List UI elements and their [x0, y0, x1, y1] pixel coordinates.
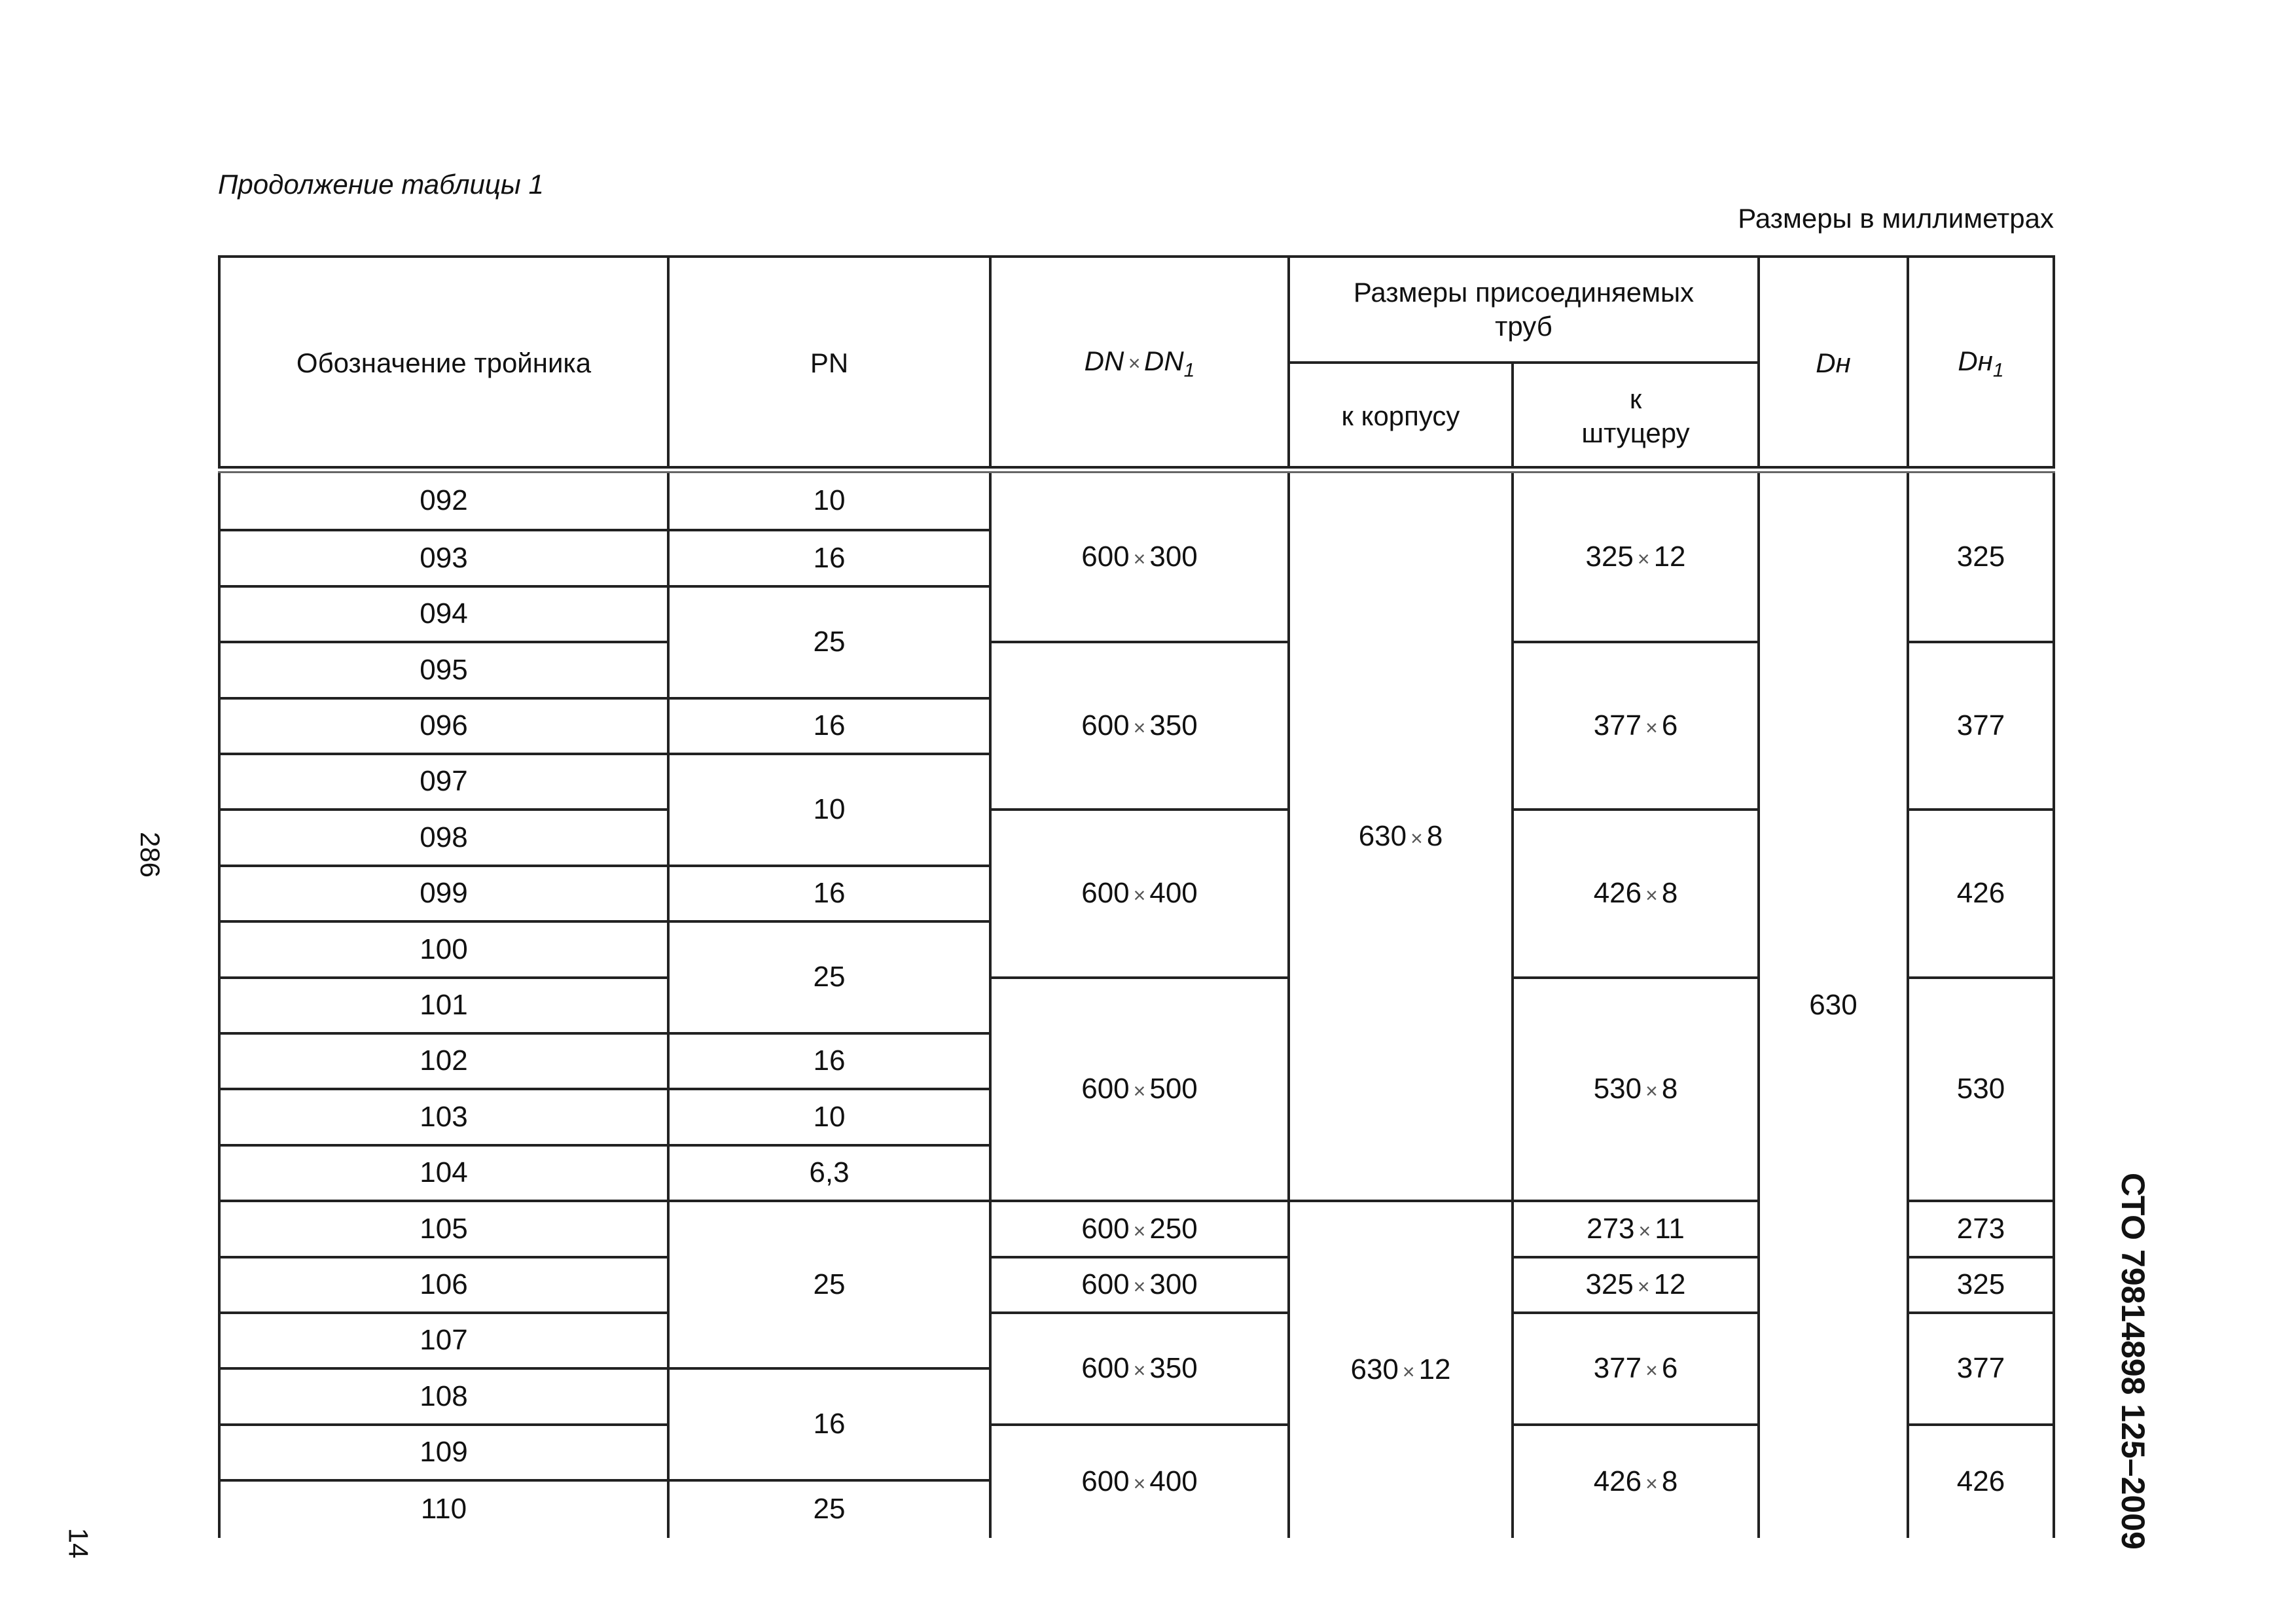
fitting-pipe-a: 530	[1593, 1073, 1642, 1105]
fitting-pipe-a: 377	[1593, 1352, 1642, 1385]
dn-value	[1081, 1465, 1198, 1499]
designation-value: 093	[420, 541, 468, 574]
header-dh1-label	[1958, 344, 2003, 383]
fitting-pipe-cell	[1511, 976, 1757, 1200]
fitting-pipe-value	[1594, 1072, 1678, 1107]
fitting-pipe-b: 8	[1661, 1073, 1678, 1105]
dn-cell	[989, 473, 1287, 641]
header-designation	[218, 255, 667, 469]
header-dn-sub: 1	[1183, 359, 1195, 381]
pn-value: 10	[813, 793, 846, 826]
pn-value: 25	[813, 1493, 846, 1525]
designation-value: 099	[420, 877, 468, 910]
dh1-cell	[1907, 1256, 2055, 1311]
body-pipe-a: 630	[1358, 819, 1407, 852]
dn-b: 500	[1149, 1073, 1198, 1105]
fitting-pipe-b: 11	[1655, 1212, 1685, 1245]
times-sign: ×	[1128, 351, 1140, 375]
side-page-number: 286	[135, 831, 166, 878]
header-dn	[989, 255, 1287, 469]
header-to-fitting-label: к штуцеру	[1581, 383, 1690, 448]
dh1-cell	[1907, 473, 2055, 641]
dh1-cell	[1907, 641, 2055, 808]
fitting-pipe-a: 426	[1593, 877, 1642, 910]
dn-a: 600	[1081, 1073, 1130, 1105]
designation-value: 105	[420, 1212, 468, 1245]
designation-cell	[218, 920, 667, 976]
pn-value: 16	[813, 877, 846, 910]
dn-b: 400	[1149, 877, 1198, 910]
fitting-pipe-value	[1585, 540, 1685, 575]
header-to-fitting	[1511, 361, 1757, 469]
fitting-pipe-cell	[1511, 1423, 1757, 1538]
times-sign: ×	[1637, 1275, 1650, 1299]
dh-cell	[1757, 473, 1907, 1538]
times-sign: ×	[1645, 883, 1658, 908]
dn-a: 600	[1081, 1212, 1130, 1245]
designation-value: 106	[420, 1268, 468, 1301]
dh1-cell	[1907, 1423, 2055, 1538]
pn-value: 25	[813, 1268, 846, 1300]
header-pn-label: PN	[810, 347, 849, 378]
designation-cell	[218, 641, 667, 697]
dn-value	[1081, 1268, 1198, 1302]
dn-b: 250	[1149, 1212, 1198, 1245]
header-pn	[667, 255, 989, 469]
header-pipes-group-label: Размеры присоединяемых труб	[1353, 276, 1695, 342]
designation-cell	[218, 585, 667, 641]
fitting-pipe-b: 6	[1661, 1352, 1678, 1385]
fitting-pipe-cell	[1511, 1200, 1757, 1256]
designation-value: 107	[420, 1324, 468, 1357]
header-separator	[218, 466, 2055, 469]
dn-value	[1081, 709, 1198, 743]
times-sign: ×	[1638, 1219, 1651, 1243]
designation-cell	[218, 473, 667, 529]
body-pipe-cell	[1287, 1200, 1511, 1538]
fitting-pipe-value	[1585, 1268, 1685, 1302]
dn-b: 300	[1149, 1268, 1198, 1301]
body-pipe-b: 12	[1418, 1353, 1451, 1385]
fitting-pipe-cell	[1511, 473, 1757, 641]
fitting-pipe-value	[1594, 709, 1678, 743]
fitting-pipe-a: 377	[1593, 709, 1642, 741]
header-dh1-sub: 1	[1992, 359, 2004, 381]
dh1-cell	[1907, 1200, 2055, 1256]
designation-value: 092	[420, 484, 468, 517]
fitting-pipe-cell	[1511, 808, 1757, 976]
header-pipes-group	[1287, 255, 1757, 361]
dn-cell	[989, 808, 1287, 976]
designation-value: 097	[420, 765, 468, 798]
dn-cell	[989, 1200, 1287, 1256]
times-sign: ×	[1645, 1471, 1658, 1495]
body-pipe-value	[1350, 1353, 1450, 1387]
header-dn-label	[1085, 344, 1195, 383]
dn-b: 350	[1149, 1352, 1198, 1385]
header-to-body-label: к корпусу	[1341, 400, 1460, 431]
pn-cell	[667, 1144, 989, 1200]
header-to-body	[1287, 361, 1511, 469]
designation-value: 103	[420, 1100, 468, 1133]
dn-cell	[989, 1311, 1287, 1423]
fitting-pipe-b: 8	[1661, 1465, 1678, 1497]
dn-a: 600	[1081, 540, 1130, 573]
dn-a: 600	[1081, 709, 1130, 741]
designation-value: 101	[420, 989, 468, 1022]
designation-cell	[218, 697, 667, 753]
fitting-pipe-value	[1594, 1465, 1678, 1499]
pn-value: 16	[813, 709, 846, 742]
dh1-value: 273	[1956, 1212, 2005, 1245]
fitting-pipe-b: 12	[1653, 1268, 1686, 1301]
dimensions-table	[218, 255, 2055, 1535]
dn-value	[1081, 1072, 1198, 1107]
designation-value: 108	[420, 1380, 468, 1412]
fitting-pipe-a: 325	[1585, 540, 1634, 573]
pn-value: 16	[813, 541, 846, 574]
dn-a: 600	[1081, 1268, 1130, 1301]
pn-cell	[667, 585, 989, 697]
dh1-cell	[1907, 976, 2055, 1200]
times-sign: ×	[1410, 826, 1423, 850]
header-designation-label: Обозначение тройника	[296, 347, 592, 378]
pn-cell	[667, 1479, 989, 1538]
dn-b: 400	[1149, 1465, 1198, 1497]
designation-cell	[218, 1200, 667, 1256]
standard-designation: СТО 79814898 125–2009	[2115, 1173, 2151, 1550]
designation-cell	[218, 1144, 667, 1200]
body-pipe-value	[1359, 819, 1443, 854]
pn-cell	[667, 1032, 989, 1088]
times-sign: ×	[1645, 715, 1658, 740]
dn-value	[1081, 540, 1198, 575]
designation-cell	[218, 1256, 667, 1311]
fitting-pipe-b: 12	[1653, 540, 1686, 573]
fitting-pipe-cell	[1511, 1311, 1757, 1423]
designation-value: 094	[420, 597, 468, 630]
dn-a: 600	[1081, 1352, 1130, 1385]
designation-cell	[218, 1088, 667, 1144]
page-number: 14	[63, 1527, 94, 1559]
fitting-pipe-value	[1594, 876, 1678, 911]
pn-value: 6,3	[809, 1156, 850, 1189]
times-sign: ×	[1133, 1471, 1146, 1495]
times-sign: ×	[1133, 1359, 1146, 1383]
dh1-value: 426	[1956, 1465, 2005, 1497]
designation-value: 104	[420, 1156, 468, 1189]
pn-cell	[667, 1367, 989, 1479]
pn-cell	[667, 753, 989, 865]
dn-cell	[989, 1256, 1287, 1311]
times-sign: ×	[1645, 1079, 1658, 1103]
dn-value	[1081, 876, 1198, 911]
dh1-value: 325	[1956, 1268, 2005, 1301]
designation-cell	[218, 1032, 667, 1088]
dn-cell	[989, 1423, 1287, 1538]
pn-cell	[667, 697, 989, 753]
designation-value: 095	[420, 653, 468, 686]
dh1-value: 530	[1956, 1073, 2005, 1105]
fitting-pipe-a: 426	[1593, 1465, 1642, 1497]
times-sign: ×	[1133, 1079, 1146, 1103]
fitting-pipe-b: 6	[1661, 709, 1678, 741]
designation-cell	[218, 1423, 667, 1479]
dn-cell	[989, 976, 1287, 1200]
dh-value: 630	[1809, 988, 1857, 1021]
pn-cell	[667, 529, 989, 585]
fitting-pipe-cell	[1511, 1256, 1757, 1311]
table-caption: Продолжение таблицы 1	[218, 169, 544, 200]
dh1-value: 426	[1956, 877, 2005, 910]
times-sign: ×	[1133, 715, 1146, 740]
header-dh-label: Dн	[1816, 347, 1851, 378]
times-sign: ×	[1402, 1359, 1415, 1383]
dn-value	[1081, 1351, 1198, 1386]
fitting-pipe-a: 273	[1587, 1212, 1635, 1245]
header-dh	[1757, 255, 1907, 469]
header-dn-a: DN	[1084, 345, 1124, 376]
designation-cell	[218, 529, 667, 585]
designation-cell	[218, 1311, 667, 1367]
designation-value: 110	[420, 1493, 467, 1525]
times-sign: ×	[1133, 546, 1146, 571]
designation-cell	[218, 865, 667, 920]
designation-cell	[218, 1367, 667, 1423]
body-pipe-a: 630	[1350, 1353, 1399, 1385]
pn-cell	[667, 1088, 989, 1144]
designation-value: 102	[420, 1044, 468, 1077]
pn-value: 10	[813, 1100, 846, 1133]
designation-cell	[218, 753, 667, 808]
units-note: Размеры в миллиметрах	[1738, 203, 2054, 234]
dh1-cell	[1907, 1311, 2055, 1423]
fitting-pipe-cell	[1511, 641, 1757, 808]
designation-value: 096	[420, 709, 468, 742]
fitting-pipe-value	[1587, 1212, 1685, 1247]
designation-value: 100	[420, 933, 468, 965]
header-dh1	[1907, 255, 2055, 469]
times-sign: ×	[1637, 546, 1650, 571]
designation-cell	[218, 808, 667, 865]
times-sign: ×	[1133, 1275, 1146, 1299]
dn-a: 600	[1081, 1465, 1130, 1497]
pn-cell	[667, 920, 989, 1032]
pn-value: 16	[813, 1408, 846, 1440]
designation-value: 109	[420, 1436, 468, 1469]
pn-value: 16	[813, 1044, 846, 1077]
times-sign: ×	[1645, 1359, 1658, 1383]
dh1-value: 377	[1956, 709, 2005, 741]
dh1-value: 377	[1956, 1352, 2005, 1385]
dn-cell	[989, 641, 1287, 808]
body-pipe-cell	[1287, 473, 1511, 1200]
dn-b: 300	[1149, 540, 1198, 573]
dh1-cell	[1907, 808, 2055, 976]
pn-cell	[667, 865, 989, 920]
fitting-pipe-value	[1594, 1351, 1678, 1386]
pn-cell	[667, 1200, 989, 1367]
dh1-value: 325	[1956, 540, 2005, 573]
header-dh1-base: Dн	[1958, 345, 1993, 376]
designation-cell	[218, 976, 667, 1032]
header-dn-b: DN	[1144, 345, 1184, 376]
pn-value: 10	[813, 484, 846, 517]
pn-cell	[667, 473, 989, 529]
times-sign: ×	[1133, 1219, 1146, 1243]
dn-value	[1081, 1212, 1198, 1247]
fitting-pipe-b: 8	[1661, 877, 1678, 910]
designation-cell	[218, 1479, 667, 1538]
pn-value: 25	[813, 626, 846, 658]
pn-value: 25	[813, 961, 846, 993]
times-sign: ×	[1133, 883, 1146, 908]
fitting-pipe-a: 325	[1585, 1268, 1634, 1301]
designation-value: 098	[420, 821, 468, 853]
dn-a: 600	[1081, 877, 1130, 910]
dn-b: 350	[1149, 709, 1198, 741]
body-pipe-b: 8	[1426, 819, 1443, 852]
